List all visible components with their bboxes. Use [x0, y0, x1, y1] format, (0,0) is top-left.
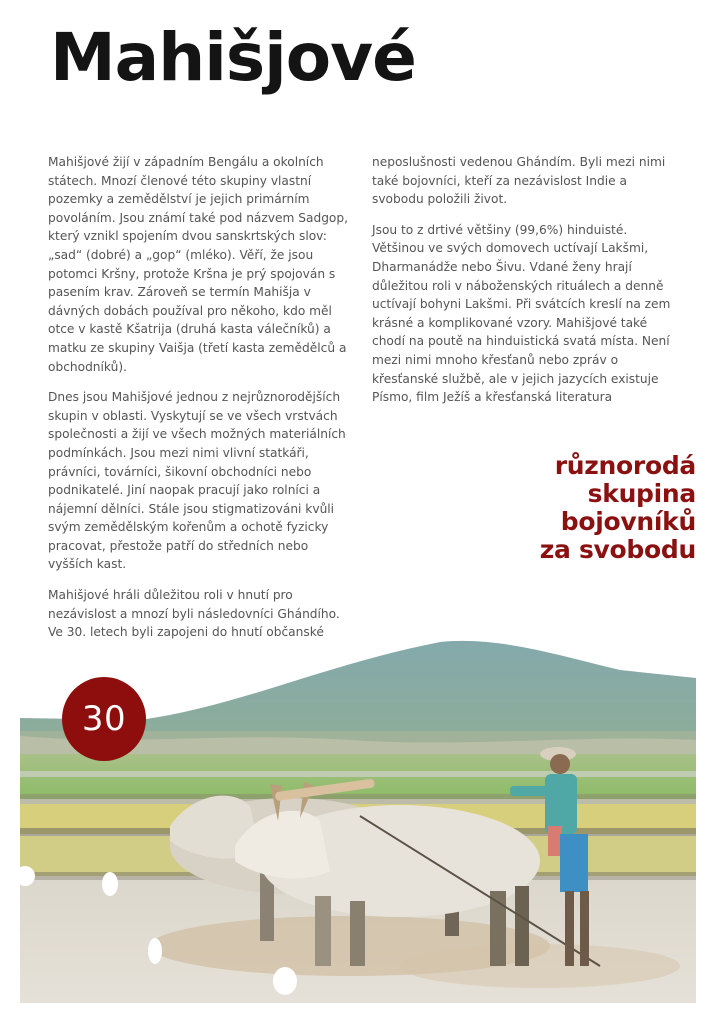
pullquote-line: bojovníků	[560, 507, 696, 536]
pullquote-line: skupina	[587, 479, 696, 508]
paragraph: Jsou to z drtivé většiny (99,6%) hinduisté. Většinou ve svých domovech uctívají Lakšmi, Dharmanádže nebo Šivu. Vdané ženy hrají důležitou roli v náboženských rituálech a denně uctívají bohyni Lakšmi. Při svátcích kreslí na zem krásné a komplikované vzory. Mahišjové také chodí na poutě na hinduistická svatá místa. Není mezi nimi mnoho křesťanů nebo zpráv o křesťanské službě, ale v jejich jazycích existuje Písmo, film Ježíš a křesťanská literatura	[372, 222, 671, 405]
paragraph: Mahišjové žijí v západním Bengálu a okolních státech. Mnozí členové této skupiny vlastní pozemky a zemědělství je jejich primárním povoláním. Jsou známí také pod názvem Sadgop, který vznikl spojením dvou sanskrtských slov: „sad“ (dobré) a „gop“ (mléko). Věří, že jsou potomci Kršny, protože Kršna je prý spojován s pasením krav. Zároveň se termín Mahišja v dávných dobách používal pro někoho, kdo měl otce v kastě Kšatrija (druhá kasta válečníků) a matku ze skupiny Vaišja (třetí kasta zemědělců a obchodníků).	[48, 155, 349, 374]
page-title: Mahišjové	[50, 19, 416, 96]
right-column	[372, 153, 672, 419]
page-number-badge: 30	[62, 677, 146, 761]
left-column	[48, 153, 348, 654]
paragraph: Dnes jsou Mahišjové jednou z nejrůznorodějších skupin v oblasti. Vyskytují se ve všech vrstvách společnosti a žijí ve všech možných materiálních podmínkách. Jsou mezi nimi vlivní statkáři, právníci, továrníci, šikovní obchodníci nebo podnikatelé. Jiní naopak pracují jako rolníci a nájemní dělníci. Stále jsou stigmatizováni kvůli svým zemědělským kořenům a ochotě fyzicky pracovat, přestože patří do středních nebo vyšších kast.	[48, 390, 346, 572]
paragraph: neposlušnosti vedenou Ghándím. Byli mezi nimi také bojovníci, kteří za nezávislost Indie a svobodu položili život.	[372, 155, 666, 207]
pullquote-line: různorodá	[554, 451, 696, 480]
pullquote-line: za svobodu	[539, 535, 696, 564]
pullquote	[456, 452, 696, 564]
paragraph: Mahišjové hráli důležitou roli v hnutí pro nezávislost a mnozí byli následovníci Ghándího. Ve 30. letech byli zapojeni do hnutí občanské	[48, 588, 340, 640]
